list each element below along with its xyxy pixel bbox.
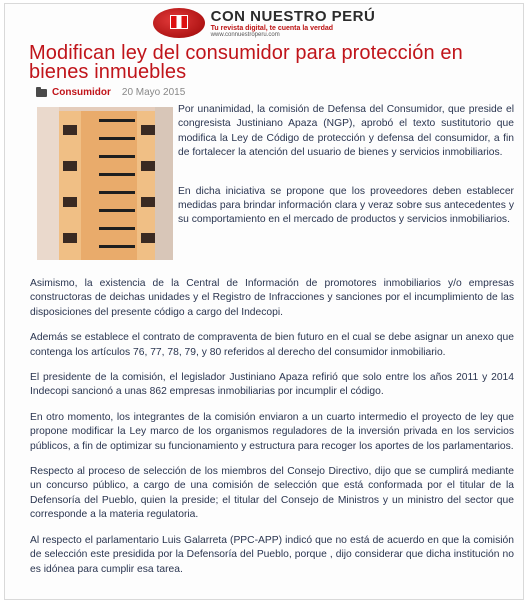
site-url: www.connuestroperu.com	[210, 31, 280, 38]
paragraph: En otro momento, los integrantes de la comisión enviaron a un cuarto intermedio el proyecto de ley que propone modificar la Ley marco de los organismos reguladores de la inversión privada en los servicios públicos, a fin de optimizar su funcionamiento y estructura para recoger los aportes de los parlamentarios.	[30, 411, 514, 452]
article-meta	[36, 87, 185, 98]
site-header	[5, 4, 523, 46]
site-name: CON NUESTRO PERÚ	[210, 7, 376, 25]
folder-icon	[36, 89, 47, 97]
paragraph: Respecto al proceso de selección de los miembros del Consejo Directivo, dijo que se cumplirá mediante un concurso público, a cargo de una comisión de selección que está conformada por el titular de la Defensoría del Pueblo, quien la preside; el titular del Consejo de Ministros y un ministro del sector que corresponde a la materia regulatoria.	[30, 466, 514, 521]
article-body	[30, 277, 514, 588]
article-intro	[178, 103, 514, 252]
article-photo-building	[37, 107, 173, 260]
publish-date: 20 Mayo 2015	[121, 87, 186, 98]
paragraph: En dicha iniciativa se propone que los proveedores deben establecer medidas para brindar información clara y veraz sobre sus antecedentes y su comportamiento en el mercado de productos y servicios inmobiliarios.	[178, 185, 514, 226]
paragraph: Asimismo, la existencia de la Central de Información de promotores inmobiliarios y/o empresas constructoras de deichas unidades y el Registro de Infracciones y sanciones por el incumplimiento de las disposiciones del presente código a cargo del Indecopi.	[30, 278, 514, 318]
site-tagline: Tu revista digital, te cuenta la verdad	[210, 24, 334, 32]
paragraph: Al respecto el parlamentario Luis Galarreta (PPC-APP) indicó que no está de acuerdo en que la comisión de selección este presidida por la Defensoría del Pueblo, porque , dijo considerar que dicha institución no es idónea para cumplir esa tarea.	[30, 534, 514, 575]
article-title[interactable]: Modifican ley del consumidor para protección en bienes inmuebles	[29, 42, 463, 83]
paragraph: Por unanimidad, la comisión de Defensa del Consumidor, que preside el congresista Justiniano Apaza (NGP), aprobó el texto sustitutorio que modifica la Ley de Código de protección y defensa del consumidor, a fin de fortalecer la atención del usuario de bienes y servicios inmobiliarios.	[178, 104, 514, 159]
paragraph: Además se establece el contrato de compraventa de bien futuro en el cual se debe asignar un anexo que contenga los artículos 76, 77, 78, 79, y 80 referidos al derecho del consumidor inmobiliario.	[30, 332, 514, 358]
article-page	[4, 3, 524, 600]
category-link[interactable]: Consumidor	[52, 87, 111, 98]
peru-flag-emblem-icon	[153, 8, 205, 38]
site-logo[interactable]	[153, 8, 376, 38]
paragraph: El presidente de la comisión, el legislador Justiniano Apaza refirió que solo entre los años 2011 y 2014 Indecopi sancionó a unas 862 empresas inmobiliarias por incumplir el código.	[30, 372, 514, 398]
